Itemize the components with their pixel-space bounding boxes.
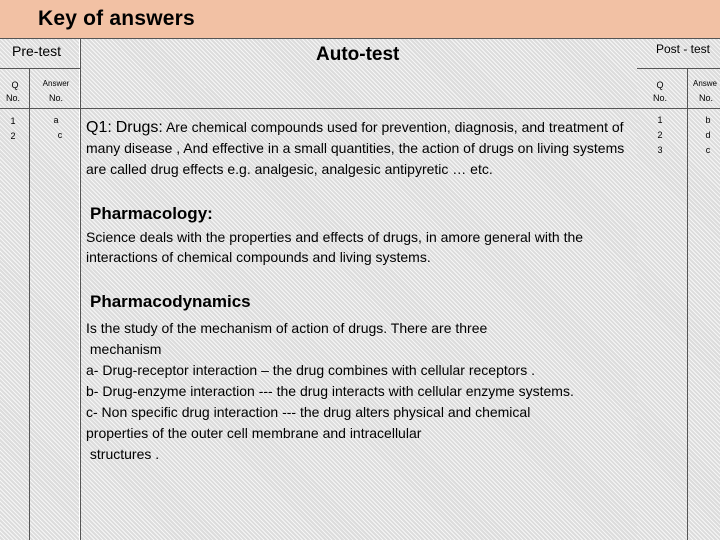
- pre-answer: a: [53, 115, 59, 125]
- post-q-number: 2: [657, 130, 663, 140]
- post-test-column: [637, 38, 720, 540]
- pre-header-rule: [0, 68, 80, 69]
- page-title: Key of answers: [38, 7, 195, 30]
- post-q-number: 3: [657, 145, 663, 155]
- pre-q-no-label: No.: [5, 93, 20, 103]
- pre-q-number: 1: [10, 116, 16, 126]
- post-q-number: 1: [657, 115, 663, 125]
- table-header-rule: [0, 108, 720, 109]
- post-answer-no-label: No.: [698, 93, 713, 103]
- title-bar: [0, 0, 720, 38]
- pre-test-header: Pre-test: [12, 43, 62, 59]
- pre-q-number: 2: [10, 131, 16, 141]
- q1-term: Drugs:: [115, 119, 163, 136]
- q1-text: Are chemical compounds used for prevention, diagnosis, and treatment of many disease , And effective in a small quantities, the action of drugs on living systems are called drug effects e.g. analgesic, analgesic antipyretic … etc.: [86, 119, 625, 177]
- post-answer-label: Answe: [692, 79, 717, 88]
- post-q-label: Q: [656, 80, 664, 90]
- pre-answer-no-label: No.: [48, 93, 63, 103]
- q1-label: Q1:: [86, 119, 112, 136]
- pre-divider: [29, 68, 30, 540]
- pre-test-column: [0, 38, 79, 540]
- post-answer: d: [705, 130, 711, 140]
- auto-test-header: Auto-test: [316, 44, 400, 65]
- pd-mechanism-a: a- Drug-receptor interaction – the drug combines with cellular receptors .: [86, 362, 535, 378]
- post-answer: b: [705, 115, 711, 125]
- post-divider: [687, 68, 688, 540]
- pharmacology-heading: Pharmacology:: [90, 204, 213, 223]
- post-header-rule: [637, 68, 720, 69]
- post-answer: c: [705, 145, 711, 155]
- post-q-no-label: No.: [652, 93, 667, 103]
- pharmacology-text: Science deals with the properties and effects of drugs, in amore general with the interactions of chemical compounds and living systems.: [86, 229, 584, 265]
- pre-answer: c: [57, 130, 63, 140]
- pre-answer-label: Answer: [42, 79, 70, 88]
- pharmacodynamics-text: [86, 318, 631, 465]
- pd-mechanism-c: c- Non specific drug interaction --- the drug alters physical and chemical properties of the outer cell membrane and intracellular: [86, 404, 531, 441]
- pd-line: mechanism: [86, 341, 162, 357]
- pd-line: Is the study of the mechanism of action of drugs. There are three: [86, 320, 488, 336]
- pd-mechanism-b: b- Drug-enzyme interaction --- the drug interacts with cellular enzyme systems.: [86, 383, 574, 399]
- q1-paragraph: [86, 117, 634, 180]
- pd-line: structures .: [86, 446, 160, 462]
- pharmacodynamics-heading: Pharmacodynamics: [90, 292, 251, 311]
- post-test-header: Post - test: [656, 42, 711, 56]
- pre-q-label: Q: [11, 80, 19, 90]
- top-rule: [0, 38, 720, 39]
